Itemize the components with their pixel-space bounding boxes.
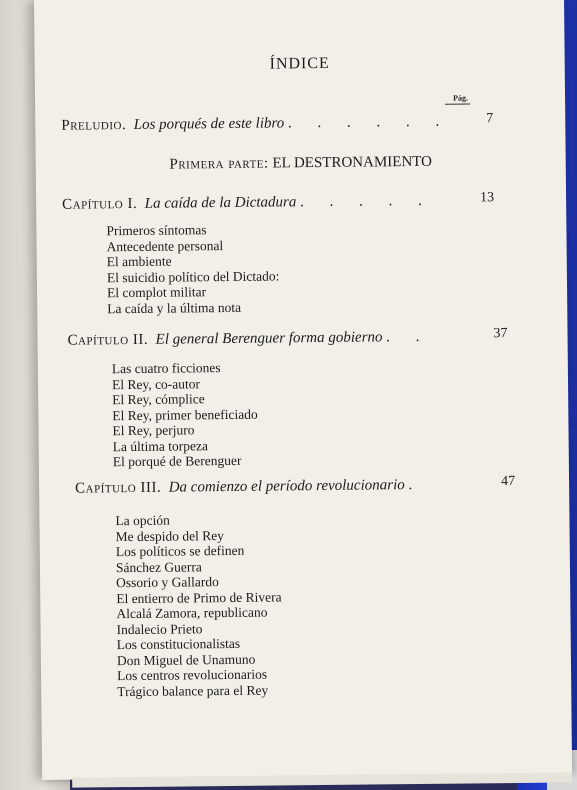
section-item: El ambiente	[106, 253, 172, 270]
section-item: El Rey, cómplice	[112, 391, 205, 408]
chapter-3-label: Capítulo III.	[75, 479, 162, 497]
chapter-3-sections	[115, 511, 282, 699]
section-item: La última torpeza	[112, 437, 208, 454]
part-one-label: Primera parte:	[169, 155, 269, 173]
chapter-2-sections	[112, 360, 258, 470]
chapter-2-label: Capítulo II.	[67, 331, 149, 349]
prelude-entry	[61, 113, 493, 135]
section-item: Sánchez Guerra	[115, 558, 202, 575]
section-item: Antecedente personal	[106, 237, 224, 254]
prelude-page-number: 7	[486, 111, 494, 127]
section-item: El Rey, perjuro	[112, 422, 195, 439]
chapter-1-label: Capítulo I.	[62, 195, 138, 213]
section-item: El complot militar	[106, 284, 207, 301]
chapter-1-page-number: 13	[480, 190, 495, 206]
section-item: La opción	[115, 512, 170, 529]
index-title: ÍNDICE	[269, 54, 330, 73]
chapter-3-leader-dots: .	[408, 476, 424, 494]
section-item: Los políticos se definen	[115, 542, 245, 560]
chapter-2-leader-dots: . .	[386, 328, 431, 346]
section-item: El Rey, co-autor	[111, 375, 201, 392]
section-item: Ossorio y Gallardo	[116, 574, 219, 591]
prelude-leader-dots: . . . . . .	[287, 113, 451, 132]
section-item: La caída y la última nota	[107, 299, 242, 316]
chapter-1-sections	[106, 221, 279, 316]
section-item: El entierro de Primo de Rivera	[116, 588, 282, 606]
section-item: Primeros síntomas	[106, 222, 207, 239]
chapter-3-title: Da comienzo el período revolucionario	[168, 477, 405, 496]
index-page	[34, 0, 572, 780]
chapter-2-title: El general Berenguer forma gobierno	[155, 329, 383, 348]
prelude-label: Preludio.	[61, 117, 127, 134]
section-item: Trágico balance para el Rey	[117, 682, 269, 699]
chapter-1-entry	[62, 192, 494, 214]
part-one-title: EL DESTRONAMIENTO	[272, 153, 433, 172]
section-item: Me despido del Rey	[115, 527, 225, 544]
section-item: Alcalá Zamora, republicano	[116, 604, 268, 622]
section-item: El Rey, primer beneficiado	[112, 406, 258, 423]
section-item: Don Miguel de Unamuno	[116, 651, 256, 668]
section-item: Las cuatro ficciones	[111, 360, 221, 377]
chapter-2-entry	[67, 328, 507, 350]
section-item: Indalecio Prieto	[116, 620, 203, 637]
page-bottom-edge	[72, 772, 572, 787]
chapter-1-leader-dots: . . . . .	[300, 192, 433, 211]
chapter-2-page-number: 37	[493, 326, 508, 342]
section-item: Los centros revolucionarios	[117, 666, 268, 684]
chapter-3-entry	[75, 473, 516, 498]
prelude-title: Los porqués de este libro	[133, 115, 285, 133]
part-one-heading	[36, 152, 566, 175]
page-column-header: Pág.	[445, 93, 470, 104]
chapter-1-title: La caída de la Dictadura	[144, 194, 297, 212]
section-item: El suicidio político del Dictado:	[106, 267, 280, 285]
section-item: El porqué de Berenguer	[112, 452, 242, 470]
chapter-3-page-number: 47	[500, 473, 516, 490]
section-item: Los constitucionalistas	[116, 635, 241, 653]
